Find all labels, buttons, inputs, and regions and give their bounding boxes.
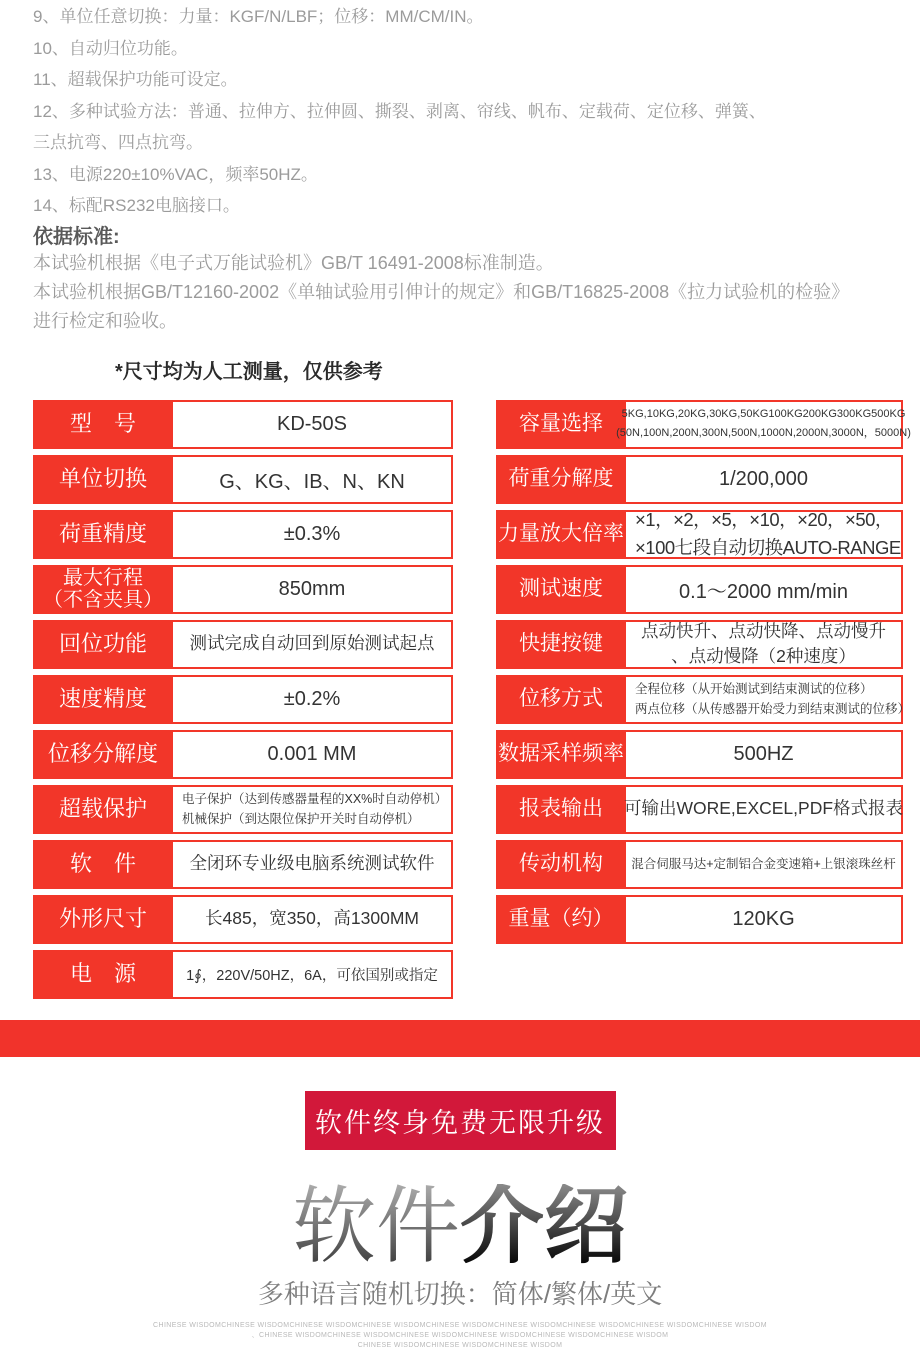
spec-value: 点动快升、点动快降、点动慢升 、点动慢降（2种速度） [626,622,901,667]
spec-row [33,400,453,449]
spec-value: 850mm [173,567,451,612]
title-word-light: 软件 [291,1178,460,1273]
standards-paragraph-line: 本试验机根据GB/T12160-2002《单轴试验用引伸计的规定》和GB/T16825-2008《拉力试验机的检验》 [33,281,850,302]
size-note: *尺寸均为人工测量，仅供参考 [115,360,383,383]
spec-label: 快捷按键 [519,632,603,656]
spec-label: 容量选择 [519,412,603,436]
feature-line: 13、电源220±10%VAC，频率50HZ。 [33,164,318,184]
spec-value: KD-50S [173,402,451,447]
feature-line: 14、标配RS232电脑接口。 [33,196,240,215]
spec-value: ±0.3% [173,512,451,557]
spec-value: 测试完成自动回到原始测试起点 [173,622,451,667]
spec-row [496,565,903,614]
feature-line: 9、单位任意切换：力量：KGF/N/LBF；位移：MM/CM/IN。 [33,7,484,26]
standards-section [33,225,890,336]
feature-line: 12、多种试验方法：普通、拉伸方、拉伸圆、撕裂、剥离、帘线、帆布、定载荷、定位移、弹簧、 [33,101,766,121]
spec-label: 外形尺寸 [58,905,147,931]
spec-value: 0.001 MM [173,732,451,777]
spec-label: 位移分解度 [47,740,158,766]
software-intro-title [0,1178,920,1273]
watermark-line: 、CHINESE WISDOMCHINESE WISDOMCHINESE WISDOMCHINESE WISDOMCHINESE WISDOMCHINESE WISDOM [251,1331,669,1339]
spec-label: 最大行程 （不含夹具） [43,566,163,611]
feature-line: 10、自动归位功能。 [33,38,188,58]
spec-row [496,510,903,559]
spec-label: 软 件 [69,850,136,876]
spec-label: 速度精度 [58,685,147,711]
spec-value: 500HZ [626,732,901,777]
spec-tables [33,400,920,999]
spec-row [33,785,453,834]
spec-value: 1∮，220V/50HZ，6A，可依国别或指定 [173,952,451,997]
spec-label: 荷重精度 [58,520,147,546]
spec-value: 长485，宽350，高1300MM [173,897,451,942]
spec-row [33,565,453,614]
spec-row [496,455,903,504]
spec-value: 混合伺服马达+定制铝合金变速箱+上银滚珠丝杆 [626,842,901,887]
spec-row [33,455,453,504]
spec-label: 电 源 [69,960,136,986]
spec-value: 全程位移（从开始测试到结束测试的位移） 两点位移（从传感器开始受力到结束测试的位移） [626,677,901,722]
spec-row [496,730,903,779]
intro-subtitle: 多种语言随机切换：简体/繁体/英文 [257,1278,663,1309]
watermark-line: CHINESE WISDOMCHINESE WISDOMCHINESE WISDOMCHINESE WISDOMCHINESE WISDOMCHINESE WISDOMCHINESE WISDOMCHINESE WISDOMCHINESE WISDOM [153,1321,767,1329]
feature-line: 11、超载保护功能可设定。 [33,70,238,89]
watermark-line: CHINESE WISDOMCHINESE WISDOMCHINESE WISDOM [357,1341,563,1349]
spec-label: 数据采样频率 [498,742,624,766]
spec-row [496,400,911,449]
spec-row [496,895,903,944]
spec-label: 荷重分解度 [508,467,614,491]
spec-row [496,840,903,889]
spec-row [33,840,453,889]
divider-banner [0,1020,920,1057]
standards-paragraph-line: 本试验机根据《电子式万能试验机》GB/T 16491-2008标准制造。 [33,252,554,273]
spec-label: 力量放大倍率 [498,522,624,546]
spec-value: 1/200,000 [626,457,901,502]
spec-label: 单位切换 [58,465,147,491]
standards-paragraph-line: 进行检定和验收。 [33,310,177,331]
spec-label: 型 号 [69,410,136,436]
watermark [0,1321,920,1351]
spec-value: 0.1～2000 mm/min [626,567,901,612]
spec-row [33,675,453,724]
spec-label: 超载保护 [58,795,147,821]
standards-heading: 依据标准: [33,225,120,248]
upgrade-button: 软件终身免费无限升级 [305,1091,616,1150]
spec-label: 回位功能 [58,630,147,656]
spec-value: ±0.2% [173,677,451,722]
spec-table-right [496,400,911,999]
spec-value: 5KG,10KG,20KG,30KG,50KG100KG200KG300KG500KG (50N,100N,200N,300N,500N,1000N,2000N,3000N，5000N) [626,402,901,447]
features-list [0,0,920,222]
spec-label: 报表输出 [519,797,603,821]
spec-label: 测试速度 [519,577,603,601]
spec-value: 全闭环专业级电脑系统测试软件 [173,842,451,887]
spec-label: 传动机构 [519,852,603,876]
spec-value: 120KG [626,897,901,942]
spec-row [33,510,453,559]
spec-label: 重量（约） [508,907,614,931]
standards-paragraphs [33,249,890,336]
spec-value: ×1，×2，×5，×10，×20，×50， ×100七段自动切换AUTO-RANGE [626,512,901,557]
spec-row [33,620,453,669]
spec-row [33,950,453,999]
spec-row [33,730,453,779]
spec-row [33,895,453,944]
spec-table-left [33,400,453,999]
spec-label: 位移方式 [519,687,603,711]
spec-row [496,785,903,834]
spec-value: 可输出WORE,EXCEL,PDF格式报表 [626,787,901,832]
spec-row [496,620,903,669]
title-word-bold: 介绍 [460,1178,629,1273]
feature-line: 三点抗弯、四点抗弯。 [33,133,203,152]
spec-value: 电子保护（达到传感器量程的XX%时自动停机） 机械保护（到达限位保护开关时自动停机） [173,787,451,832]
spec-row [496,675,911,724]
spec-value: G、KG、IB、N、KN [173,457,451,502]
